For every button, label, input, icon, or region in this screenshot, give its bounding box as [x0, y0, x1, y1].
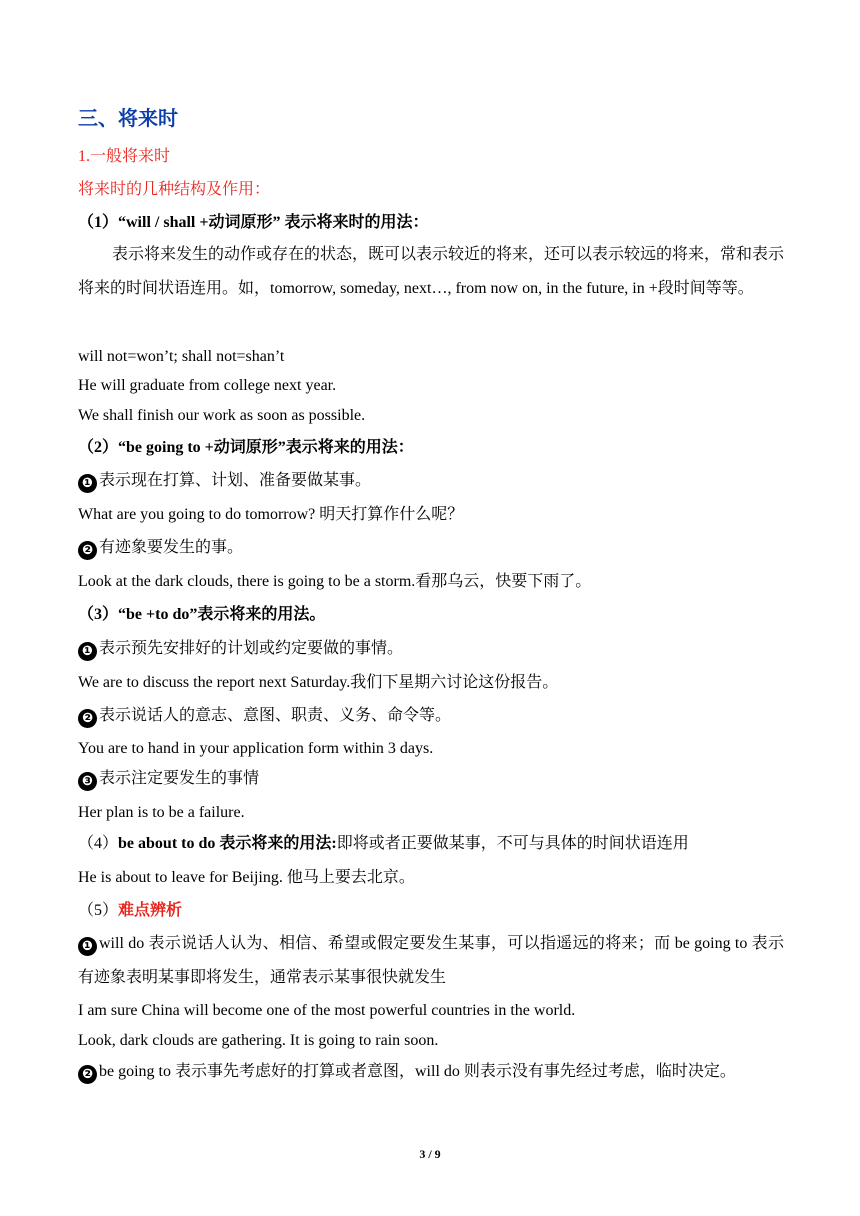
structures-heading: 将来时的几种结构及作用：	[78, 181, 271, 198]
s4-heading	[78, 834, 689, 854]
s5-item-1-text: will do 表示说话人认为、相信、希望或假定要发生某事，可以指遥远的将来；而 be going to 表示有迹象表明某事即将发生，通常表示某事很快就发生	[78, 935, 784, 986]
s3-example-3: Her plan is to be a failure.	[78, 804, 245, 821]
s5-prefix: （5）	[78, 902, 119, 919]
s3-item-1-text: 表示预先安排好的计划或约定要做的事情。	[99, 640, 404, 657]
s2-item-2-text: 有迹象要发生的事。	[99, 539, 244, 556]
s3-item-1	[78, 639, 403, 661]
s5-heading	[78, 901, 182, 921]
s1-contractions: will not=won’t; shall not=shan’t	[78, 348, 285, 365]
s3-item-3-text: 表示注定要发生的事情	[99, 770, 260, 787]
number-badge: ❸	[78, 772, 97, 791]
s4-example-1: He is about to leave for Beijing. 他马上要去北京。	[78, 869, 415, 886]
s3-item-3	[78, 769, 259, 791]
s2-example-1: What are you going to do tomorrow? 明天打算作什么呢？	[78, 506, 464, 523]
s1-heading: （1）“will / shall +动词原形” 表示将来时的用法：	[78, 214, 429, 231]
s3-example-2: You are to hand in your application form within 3 days.	[78, 740, 434, 757]
s5-example-1: I am sure China will become one of the most powerful countries in the world.	[78, 1002, 576, 1019]
section-title: 三、将来时	[78, 106, 178, 130]
number-badge: ❶	[78, 937, 97, 956]
s1-example-2: We shall finish our work as soon as possible.	[78, 407, 366, 424]
s3-item-2-text: 表示说话人的意志、意图、职责、义务、命令等。	[99, 707, 452, 724]
s4-bold: be about to do 表示将来的用法:	[118, 835, 337, 852]
s4-prefix: （4）	[78, 835, 119, 852]
number-badge: ❷	[78, 709, 97, 728]
s5-item-1	[78, 927, 784, 995]
s3-heading: （3）“be +to do”表示将来的用法。	[78, 606, 326, 623]
s5-example-2: Look, dark clouds are gathering. It is going to rain soon.	[78, 1032, 439, 1049]
s2-example-2: Look at the dark clouds, there is going to be a storm.看那乌云，快要下雨了。	[78, 573, 592, 590]
subsection-title: 1.一般将来时	[78, 148, 171, 165]
s2-item-1-text: 表示现在打算、计划、准备要做某事。	[99, 472, 372, 489]
s5-heading-text: 难点辨析	[118, 902, 183, 919]
number-badge: ❷	[78, 541, 97, 560]
s4-rest: 即将或者正要做某事，不可与具体的时间状语连用	[336, 835, 689, 852]
s5-item-2	[78, 1062, 736, 1084]
s1-example-1: He will graduate from college next year.	[78, 377, 337, 394]
s3-example-1: We are to discuss the report next Saturday.我们下星期六讨论这份报告。	[78, 674, 559, 691]
s2-item-1	[78, 471, 371, 493]
s2-item-2	[78, 538, 243, 560]
s5-item-2-text: be going to 表示事先考虑好的打算或者意图，will do 则表示没有事先经过考虑，临时决定。	[99, 1063, 736, 1080]
number-badge: ❶	[78, 474, 97, 493]
s1-paragraph: 表示将来发生的动作或存在的状态，既可以表示较近的将来，还可以表示较远的将来，常和表示将来的时间状语连用。如，tomorrow, someday, next…, from now on, in the future, in +段时间等等。	[78, 246, 785, 297]
number-badge: ❶	[78, 642, 97, 661]
page-number: 3 / 9	[419, 1147, 441, 1161]
number-badge: ❷	[78, 1065, 97, 1084]
s2-heading: （2）“be going to +动词原形”表示将来的用法：	[78, 439, 414, 456]
s3-item-2	[78, 706, 451, 728]
